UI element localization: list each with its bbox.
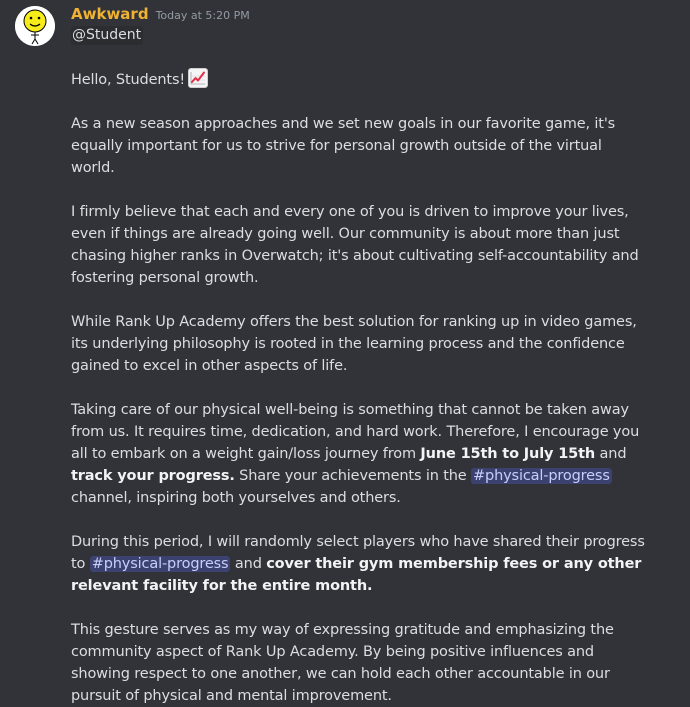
p4-text-3: Share your achievements in the [234, 468, 472, 484]
p4-text-1: Taking care of our physical well-being is something that cannot be taken away from us. It requires time, dedication, and hard work. Therefore, I encourage you all to embark on a weight gain/loss journey from [71, 402, 640, 462]
p5-bold-offer: cover their gym membership fees or any other relevant facility for the entire month. [71, 556, 642, 594]
paragraph-5 [71, 531, 649, 597]
p4-text-2: and [595, 446, 627, 462]
paragraph-6: This gesture serves as my way of expressing gratitude and emphasizing the community aspect of Rank Up Academy. By being positive influences and showing respect to one another, we can hold each other accountable in our pursuit of physical and mental improvement. [71, 622, 614, 704]
p4-bold-dates: June 15th to July 15th [420, 446, 596, 462]
greeting-text: Hello, Students! [71, 72, 186, 88]
paragraph-3: While Rank Up Academy offers the best solution for ranking up in video games, its underlying philosophy is rooted in the learning process and the confidence gained to excel in other aspects of life. [71, 314, 637, 374]
channel-mention-physical-progress[interactable]: #physical-progress [473, 468, 610, 484]
p4-text-4: channel, inspiring both yourselves and others. [71, 490, 401, 506]
user-avatar[interactable] [15, 6, 55, 46]
message-content [71, 68, 649, 707]
message-timestamp[interactable]: Today at 5:20 PM [155, 9, 250, 22]
paragraph-2: I firmly believe that each and every one of you is driven to improve your lives, even if things are already going well. Our community is about more than just chasing higher ranks in Overwatch; it's about cultivating self-accountability and fostering personal growth. [71, 204, 639, 286]
paragraph-1: As a new season approaches and we set new goals in our favorite game, it's equally important for us to strive for personal growth outside of the virtual world. [71, 116, 616, 176]
role-mention[interactable]: @Student [72, 27, 142, 43]
yellow-smiley-stick-figure-icon [15, 6, 55, 46]
message-header [71, 4, 250, 24]
greeting-line [71, 68, 649, 91]
channel-mention-physical-progress[interactable]: #physical-progress [91, 556, 229, 572]
paragraph-4 [71, 399, 649, 509]
p5-text-2: and [230, 556, 267, 572]
p5-text-1: During this period, I will randomly select players who have shared their progress to [71, 534, 645, 572]
author-username[interactable]: Awkward [71, 5, 149, 23]
chart-increasing-icon[interactable] [188, 68, 208, 88]
p4-bold-track: track your progress. [71, 468, 235, 484]
